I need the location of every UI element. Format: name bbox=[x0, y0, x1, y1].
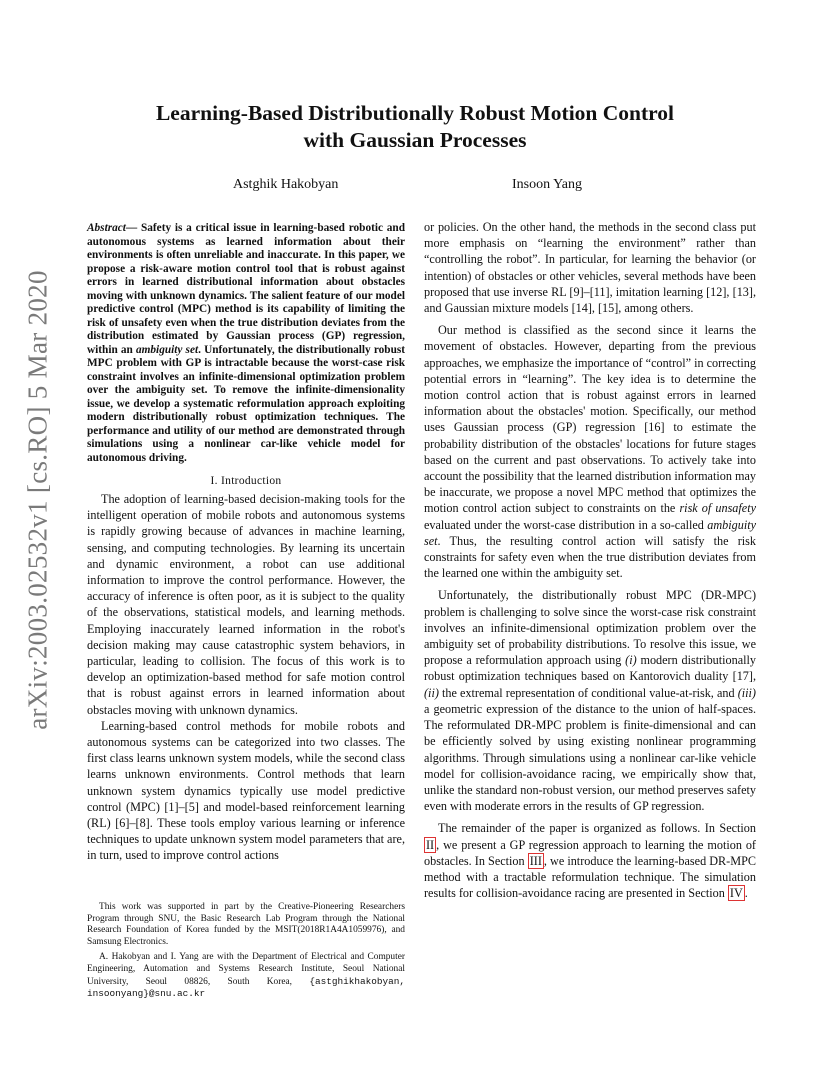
p2-emphasis-ambiguity: ambiguity set bbox=[424, 517, 756, 548]
abstract-emphasis: ambiguity set bbox=[135, 343, 199, 356]
right-paragraph-1: or policies. On the other hand, the methods in the second class put more emphasis on “learning the environment” rather than “controlling the robot”. In particular, for learning the behavior (or intention) of obstacles or other vehicles, several methods have been proposed that use inverse RL [9]–[11], imitation learning [12], [13], and Gaussian mixture models [14], [15], among others. bbox=[424, 220, 756, 316]
p3-text-d: a geometric expression of the distance to the union of half-spaces. The reformulated DR-MPC problem is finite-dimensional and can be efficiently solved by using existing nonlinear programming algorithms. Through simulations using a nonlinear car-like vehicle model for collision-avoidance racing, we empirically show that, unlike the standard non-robust version, our method preserves safety even with moderate errors in the results of GP regression. bbox=[424, 701, 756, 814]
footnotes bbox=[87, 902, 405, 1005]
right-paragraph-2 bbox=[424, 322, 756, 581]
section-link-ii[interactable]: II bbox=[426, 837, 435, 852]
abstract-text-b: . Unfortunately, the distributionally robust MPC problem with GP is intractable because the worst-case risk constraint involves an infinite-dimensional optimization problem over the ambiguity set. To remove the infinite-dimensionality issue, we develop a systematic reformulation approach exploiting modern distributionally robust optimization techniques. The performance and utility of our method are demonstrated through simulations using a nonlinear car-like vehicle model for autonomous driving. bbox=[87, 343, 406, 464]
p2-text-c: . Thus, the resulting control action will satisfy the risk constraints for safety even when the true distribution deviates from the learned one within the ambiguity set. bbox=[424, 533, 756, 581]
paper-title bbox=[90, 100, 740, 154]
p3-text-a: Unfortunately, the distributionally robust MPC (DR-MPC) problem is challenging to solve since the worst-case risk constraint involves an infinite-dimensional optimization problem over the ambiguity set of probability distributions. To resolve this issue, we propose a reformulation approach using bbox=[424, 588, 756, 668]
p4-text-b: , we present a GP regression approach to learning the motion of obstacles. In Section bbox=[424, 837, 756, 868]
intro-paragraph-1: The adoption of learning-based decision-making tools for the intelligent operation of mobile robots and autonomous systems is rapidly growing because of advances in machine learning, sensing, and computing technologies. By learning its uncertain and dynamic environment, a robot can use additional information to improve the control performance. However, the accuracy of inference is often poor, as it is subject to the quality of the observations, statistical models, and learning methods. Employing inaccurately learned information in the robot's decision making may cause catastrophic system behaviors, in particular, leading to collision. The focus of this work is to develop an optimization-based method for safe motion control that is robust against errors in learned information about obstacles moving with unknown dynamics. bbox=[87, 492, 405, 717]
intro-paragraph-2: Learning-based control methods for mobile robots and autonomous systems can be categorized into two classes. The first class learns unknown system models, while the second class learns unknown environments. Control methods that learn unknown system dynamics typically use model predictive control (MPC) [1]–[5] and model-based reinforcement learning (RL) [6]–[8]. These tools employ various learning or inference techniques to update unknown system model parameters that are, in turn, used to improve control actions bbox=[87, 718, 405, 863]
abstract bbox=[87, 222, 405, 465]
p3-text-b: modern distributionally robust optimization techniques based on Kantorovich duality [17], bbox=[424, 653, 756, 684]
right-paragraph-4 bbox=[424, 820, 756, 901]
title-line-2: with Gaussian Processes bbox=[303, 128, 527, 152]
p4-text-a: The remainder of the paper is organized as follows. In Section bbox=[438, 821, 756, 836]
section-link-iii[interactable]: III bbox=[529, 853, 542, 868]
section-link-iv[interactable]: IV bbox=[729, 886, 743, 901]
affiliation-text: A. Hakobyan and I. Yang are with the Department of Electrical and Computer Engineering, Automation and Systems Research Institute, Seoul National University, Seoul 08826, South Korea, bbox=[87, 952, 405, 987]
footnote-affiliation bbox=[87, 952, 405, 1000]
p3-roman-1: (i) bbox=[625, 653, 637, 668]
arxiv-sidebar bbox=[8, 270, 68, 730]
p3-roman-3: (iii) bbox=[737, 685, 756, 700]
right-column bbox=[424, 219, 756, 907]
p3-roman-2: (ii) bbox=[424, 685, 439, 700]
abstract-text-a: — Safety is a critical issue in learning-based robotic and autonomous systems as learned information about their environments is often unreliable and inaccurate. In this paper, we propose a risk-aware motion control tool that is robust against errors in learned distributional information about obstacles moving with unknown dynamics. The salient feature of our model predictive control (MPC) method is its capability of limiting the risk of unsafety even when the true distribution deviates from the distribution estimated by Gaussian process (GP) regression, within an bbox=[87, 222, 405, 356]
abstract-label: Abstract bbox=[87, 222, 126, 234]
p3-text-c: the extremal representation of conditional value-at-risk, and bbox=[438, 685, 738, 700]
p2-text-a: Our method is classified as the second since it learns the movement of obstacles. However, departing from the previous approaches, we emphasize the importance of “control” in correcting potential errors in “learning”. The key idea is to determine the motion control action that is robust against errors in learned information about the obstacles' motion. Specifically, our method uses Gaussian process (GP) regression [16] to estimate the probability distribution of the obstacles' locations for future stages based on the current and past observations. To actively take into account the possibility that the learned distribution information may be inaccurate, we propose a novel MPC method that optimizes the motion control action subject to constraints on the bbox=[424, 323, 756, 516]
footnote-funding: This work was supported in part by the Creative-Pioneering Researchers Program through SNU, the Basic Research Lab Program through the National Research Foundation of Korea funded by the MSIT(2018R1A4A1059976), and Samsung Electronics. bbox=[87, 902, 405, 947]
arxiv-identifier: arXiv:2003.02532v1 [cs.RO] 5 Mar 2020 bbox=[22, 270, 53, 730]
p4-text-d: . bbox=[744, 886, 748, 901]
title-line-1: Learning-Based Distributionally Robust Motion Control bbox=[155, 101, 675, 125]
right-paragraph-3 bbox=[424, 587, 756, 814]
author-emails: {astghikhakobyan, insoonyang}@snu.ac.kr bbox=[87, 975, 405, 1000]
author-1: Astghik Hakobyan bbox=[233, 177, 339, 192]
p4-text-c: , we introduce the learning-based DR-MPC method with a tractable reformulation technique. The simulation results for collision-avoidance racing are presented in Section bbox=[424, 853, 756, 901]
section-heading-introduction: I. Introduction bbox=[210, 475, 282, 487]
p2-emphasis-risk: risk of unsafety bbox=[679, 501, 756, 516]
left-column bbox=[87, 222, 405, 864]
author-2: Insoon Yang bbox=[512, 177, 583, 192]
p2-text-b: evaluated under the worst-case distribution in a so-called bbox=[424, 517, 708, 532]
